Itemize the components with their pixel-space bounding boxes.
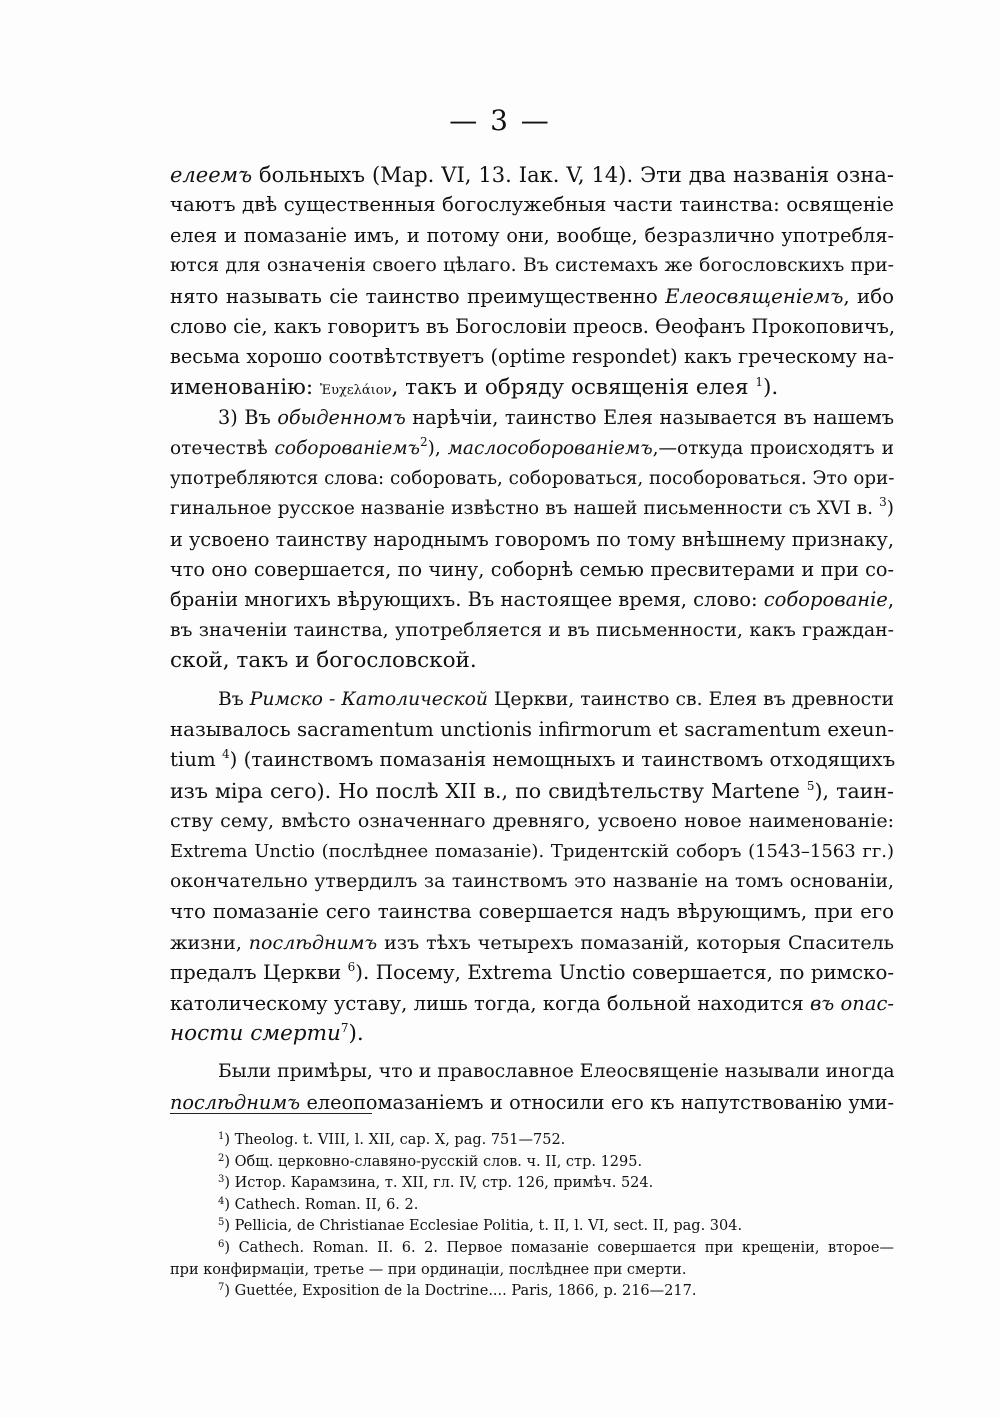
text-line: именованію: Ἐυχελάιον, такъ и обряду освященія елея $^1$).: [170, 374, 779, 400]
text-line: изъ міра сего). Но послѣ XII в., по свидѣтельству Martene $^5$), таин-: [170, 778, 894, 803]
text-line: tium $^4$) (таинствомъ помазанія немощныхъ и таинствомъ отходящихъ: [170, 747, 896, 772]
text-line: ству сему, вмѣсто означеннаго древняго, усвоено новое наименованіе:: [170, 810, 894, 833]
text-line: католическому уставу, лишь тогда, когда больной находится въ опас-: [170, 991, 894, 1015]
footnote: $^2$) Общ. церковно-славяно-русскій слов. ч. II, стр. 1295.: [218, 1152, 643, 1170]
footnote-ref: 2: [419, 434, 428, 449]
text-line: называлось sacramentum unctionis infirmorum et sacramentum exeun-: [170, 718, 894, 742]
footnote: $^5$) Pellicia, de Christianae Ecclesiae Politia, t. II, l. VI, sect. II, pag. 304.: [218, 1217, 743, 1235]
text-line: послѣднимъ елеопомазаніемъ и относили его къ напутствованію уми-: [170, 1090, 894, 1114]
footnote: $^7$) Guettée, Exposition de la Doctrine.... Paris, 1866, p. 216—217.: [218, 1282, 697, 1300]
text-line: слово сіе, какъ говоритъ въ Богословіи преосв. Ѳеофанъ Прокоповичъ,: [170, 314, 896, 338]
text-line: ются для означенія своего цѣлаго. Въ системахъ же богословскихъ при-: [170, 255, 894, 277]
paragraph-4: [170, 1057, 894, 1118]
text-line: браніи многихъ вѣрующихъ. Въ настоящее время, слово: соборованіе,: [170, 588, 895, 612]
text-line: что оно совершается, по чину, соборнѣ семью пресвитерами и при со-: [170, 558, 894, 582]
text-line: въ значеніи таинства, употребляется и въ письменности, какъ граждан-: [170, 619, 894, 641]
text-line: нято называть сіе таинство преимущественно Елеосвященіемъ, ибо: [170, 284, 894, 308]
text-line: елеемъ больныхъ (Мар. VI, 13. Іак. V, 14). Эти два названія озна-: [170, 163, 894, 187]
text-line: елея и помазаніе имъ, и потому они, вообще, безразлично употребля-: [170, 223, 894, 247]
text-line: и усвоено таинству народнымъ говоромъ по тому внѣшнему признаку,: [170, 527, 894, 551]
footnote-ref: 6: [347, 960, 356, 975]
footnote-ref: 3: [879, 495, 887, 510]
footnote-ref: 4: [221, 747, 230, 762]
footnote: $^1$) Theolog. t. VIII, l. XII, cap. X, pag. 751—752.: [218, 1131, 566, 1148]
text-line: Extrema Unctio (послѣднее помазаніе). Тридентскій соборъ (1543–1563 гг.): [170, 840, 894, 862]
text-line: 3) Въ обыденномъ нарѣчіи, таинство Елея называется въ нашемъ: [218, 406, 894, 430]
text-line: ской, такъ и богословской.: [170, 648, 477, 674]
text-line: отечествѣ соборованіемъ$^2$), маслособорованіемъ,—откуда происходятъ и: [170, 434, 894, 459]
footnote-ref: 1: [755, 374, 763, 389]
footnote-continuation: при конфирмаціи, третье — при ординаціи, послѣднее при смерти.: [170, 1261, 687, 1278]
footnote-separator: [170, 1113, 372, 1114]
paragraph-3: [170, 685, 894, 1050]
footnote: $^4$) Cathech. Roman. II, 6. 2.: [218, 1195, 419, 1213]
footnote-ref: 7: [340, 1020, 349, 1035]
page-number: — 3 —: [449, 104, 551, 137]
footnote-ref: 5: [806, 778, 815, 793]
text-line: предалъ Церкви $^6$). Посему, Extrema Unctio совершается, по римско-: [170, 960, 895, 985]
text-line: что помазаніе сего таинства совершается надъ вѣрующимъ, при его: [170, 900, 894, 924]
footnote: $^3$) Истор. Карамзина, т. XII, гл. IV, стр. 126, примѣч. 524.: [218, 1174, 654, 1192]
text-line: Были примѣры, что и православное Елеосвященіе называли иногда: [218, 1061, 895, 1083]
footnotes: [170, 1130, 894, 1303]
text-line: Въ Римско - Католической Церкви, таинство св. Елея въ древности: [218, 688, 895, 710]
footnote: $^6$) Cathech. Roman. II. 6. 2. Первое помазаніе совершается при крещеніи, второе—: [218, 1238, 894, 1256]
paragraph-1: [170, 160, 894, 403]
text-line: окончательно утвердилъ за таинствомъ это названіе на томъ основаніи,: [170, 870, 894, 892]
text-line: весьма хорошо соотвѣтствуетъ (optime respondet) какъ греческому на-: [170, 345, 894, 369]
text-line: чаютъ двѣ существенныя богослужебныя части таинства: освященіе: [170, 193, 894, 217]
text-line: гинальное русское названіе извѣстно въ нашей письменности съ XVI в. $^3$): [170, 495, 894, 520]
text-line: употребляются слова: соборовать, собороваться, пособороваться. Это ори-: [170, 467, 895, 489]
text-line: ности смерти$^7$).: [170, 1020, 364, 1046]
main-text: [170, 160, 894, 1118]
paragraph-2: [170, 403, 894, 677]
text-line: жизни, послѣднимъ изъ тѣхъ четырехъ помазаній, которыя Спаситель: [170, 931, 894, 954]
